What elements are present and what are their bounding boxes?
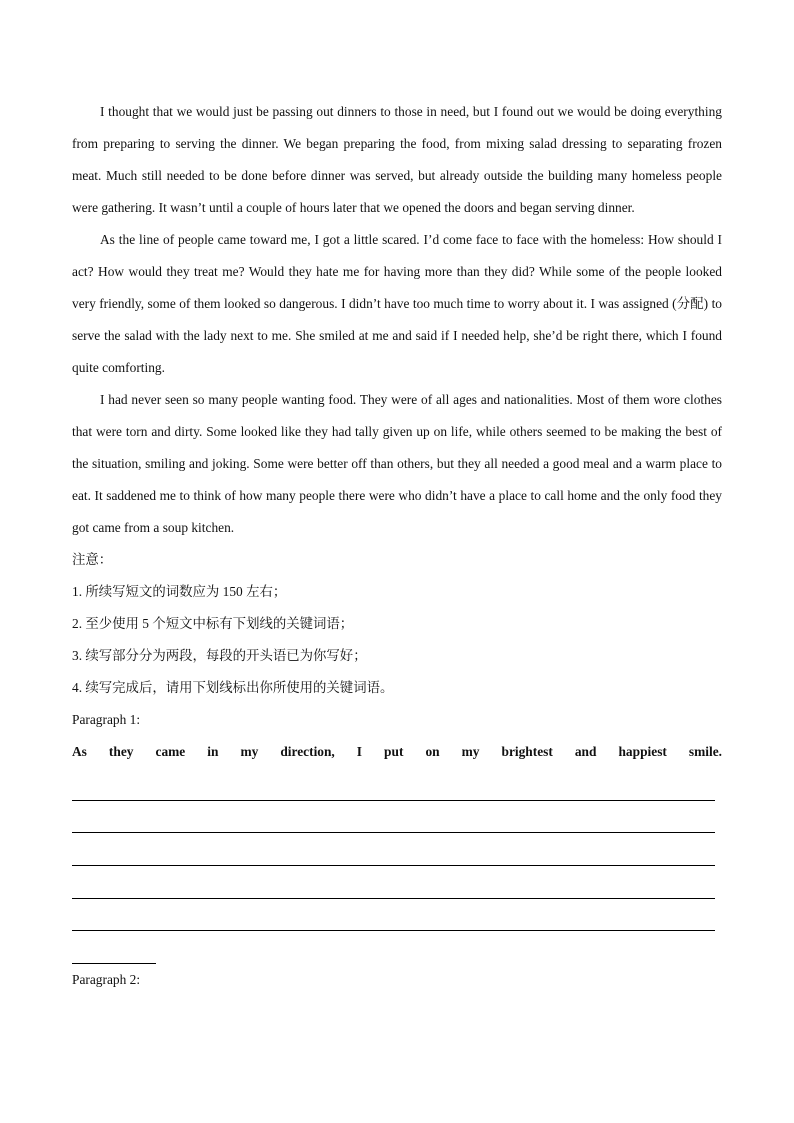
note-item-1: 1. 所续写短文的词数应为 150 左右； xyxy=(72,584,287,599)
story-paragraph-3: I had never seen so many people wanting food. They were of all ages and nationalities. Most of them wore clothes that were torn and dirty. Some looked like they had tally given up on life, while others seemed to be making the best of the situation, smiling and joking. Some were better off than others, but they all needed a good meal and a warm place to eat. It saddened me to think of how many people there were who didn’t have a place to call home and the only food they got came from a soup kitchen. xyxy=(72,392,722,535)
notes-heading: 注意： xyxy=(72,552,113,567)
note-item-4: 4. 续写完成后，请用下划线标出你所使用的关键词语。 xyxy=(72,680,394,695)
writing-line-5[interactable] xyxy=(72,899,715,932)
writing-line-2[interactable] xyxy=(72,801,715,834)
writing-line-3[interactable] xyxy=(72,833,715,866)
writing-line-6[interactable] xyxy=(72,931,156,964)
note-item-3: 3. 续写部分分为两段，每段的开头语已为你写好； xyxy=(72,648,367,663)
writing-line-1[interactable] xyxy=(72,768,715,801)
story-paragraph-1: I thought that we would just be passing out dinners to those in need, but I found out we would be doing everything from preparing to serving the dinner. We began preparing the food, from mixing salad dressing to separating frozen meat. Much still needed to be done before dinner was served, but already outside the building many homeless people were gathering. It wasn’t until a couple of hours later that we opened the doors and began serving dinner. xyxy=(72,104,722,215)
worksheet-page xyxy=(72,96,722,996)
note-item-2: 2. 至少使用 5 个短文中标有下划线的关键词语； xyxy=(72,616,354,631)
writing-line-4[interactable] xyxy=(72,866,715,899)
story-paragraph-2: As the line of people came toward me, I got a little scared. I’d come face to face with the homeless: How should I act? How would they treat me? Would they hate me for having more than they did? While some of the people looked very friendly, some of them looked so dangerous. I didn’t have too much time to worry about it. I was assigned (分配) to serve the salad with the lady next to me. She smiled at me and said if I needed help, she’d be right there, which I found quite comforting. xyxy=(72,232,722,375)
paragraph2-label: Paragraph 2: xyxy=(72,972,141,988)
paragraph1-opening: As they came in my direction, I put on my brightest and happiest smile. xyxy=(72,744,722,759)
paragraph1-label: Paragraph 1: xyxy=(72,712,141,727)
